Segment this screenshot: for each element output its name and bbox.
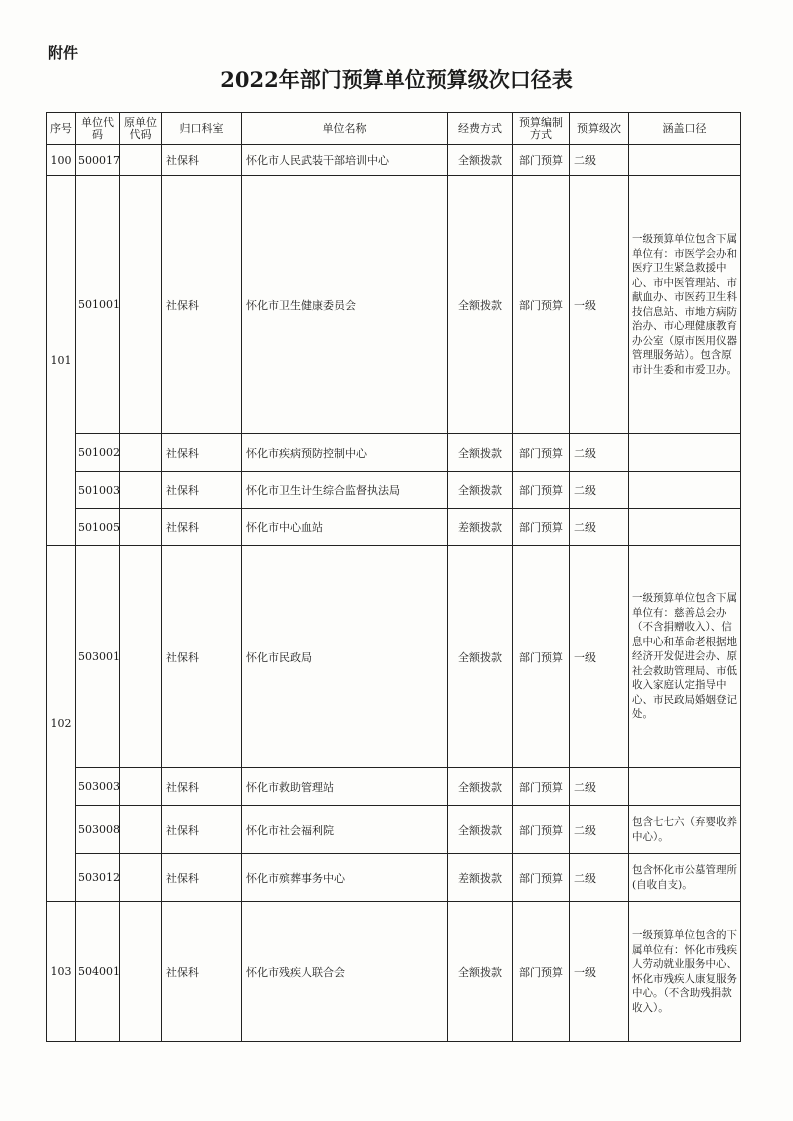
level-cell: 二级 [570, 472, 629, 509]
code-cell: 503001 [76, 546, 120, 768]
scope-cell: 一级预算单位包含下属单位有：慈善总会办（不含捐赠收入）、信息中心和革命老根据地经济开发促进会办、原社会救助管理局、市低收入家庭认定指导中心、市民政局婚姻登记处。 [629, 546, 741, 768]
table-row [47, 546, 741, 768]
method-cell: 部门预算 [513, 806, 570, 854]
dept-cell: 社保科 [162, 806, 242, 854]
scope-cell [629, 434, 741, 472]
table-row [47, 806, 741, 854]
level-cell: 一级 [570, 176, 629, 434]
dept-cell: 社保科 [162, 434, 242, 472]
old-code-cell [120, 806, 162, 854]
old-code-cell [120, 176, 162, 434]
attachment-label: 附件 [48, 44, 79, 62]
method-cell: 部门预算 [513, 546, 570, 768]
scope-cell [629, 509, 741, 546]
seq-cell: 103 [47, 902, 76, 1042]
code-cell: 501002 [76, 434, 120, 472]
col-name: 单位名称 [242, 113, 448, 145]
col-funding: 经费方式 [448, 113, 513, 145]
code-cell: 503003 [76, 768, 120, 806]
table-row [47, 176, 741, 434]
scope-cell [629, 472, 741, 509]
scope-cell: 包含七七六（弃婴收养中心）。 [629, 806, 741, 854]
funding-cell: 差额拨款 [448, 854, 513, 902]
level-cell: 二级 [570, 509, 629, 546]
method-cell: 部门预算 [513, 509, 570, 546]
code-cell: 503008 [76, 806, 120, 854]
table-row [47, 509, 741, 546]
code-cell: 501001 [76, 176, 120, 434]
code-cell: 504001 [76, 902, 120, 1042]
col-code: 单位代码 [76, 113, 120, 145]
level-cell: 二级 [570, 145, 629, 176]
level-cell: 二级 [570, 768, 629, 806]
method-cell: 部门预算 [513, 145, 570, 176]
method-cell: 部门预算 [513, 902, 570, 1042]
old-code-cell [120, 509, 162, 546]
col-scope: 涵盖口径 [629, 113, 741, 145]
scope-cell: 包含怀化市公墓管理所(自收自支)。 [629, 854, 741, 902]
col-method: 预算编制方式 [513, 113, 570, 145]
method-cell: 部门预算 [513, 768, 570, 806]
document-title: 2022年部门预算单位预算级次口径表 [220, 67, 573, 92]
level-cell: 二级 [570, 854, 629, 902]
code-cell: 501005 [76, 509, 120, 546]
dept-cell: 社保科 [162, 902, 242, 1042]
old-code-cell [120, 434, 162, 472]
table-row [47, 854, 741, 902]
table-row [47, 472, 741, 509]
col-level: 预算级次 [570, 113, 629, 145]
code-cell: 501003 [76, 472, 120, 509]
funding-cell: 差额拨款 [448, 509, 513, 546]
old-code-cell [120, 854, 162, 902]
method-cell: 部门预算 [513, 176, 570, 434]
method-cell: 部门预算 [513, 434, 570, 472]
method-cell: 部门预算 [513, 472, 570, 509]
name-cell: 怀化市民政局 [242, 546, 448, 768]
table-row [47, 434, 741, 472]
budget-level-table [46, 112, 741, 1042]
dept-cell: 社保科 [162, 145, 242, 176]
dept-cell: 社保科 [162, 768, 242, 806]
funding-cell: 全额拨款 [448, 176, 513, 434]
funding-cell: 全额拨款 [448, 768, 513, 806]
dept-cell: 社保科 [162, 546, 242, 768]
code-cell: 500017 [76, 145, 120, 176]
col-dept: 归口科室 [162, 113, 242, 145]
level-cell: 二级 [570, 434, 629, 472]
old-code-cell [120, 546, 162, 768]
scope-cell: 一级预算单位包含下属单位有：市医学会办和医疗卫生紧急救援中心、市中医管理站、市献血办、市医药卫生科技信息站、市地方病防治办、市心理健康教育办公室（原市医用仪器管理服务站）。包含原市计生委和市爱卫办。 [629, 176, 741, 434]
old-code-cell [120, 145, 162, 176]
name-cell: 怀化市殡葬事务中心 [242, 854, 448, 902]
funding-cell: 全额拨款 [448, 434, 513, 472]
old-code-cell [120, 768, 162, 806]
level-cell: 一级 [570, 546, 629, 768]
dept-cell: 社保科 [162, 176, 242, 434]
seq-cell: 101 [47, 176, 76, 546]
name-cell: 怀化市救助管理站 [242, 768, 448, 806]
code-cell: 503012 [76, 854, 120, 902]
table-row [47, 902, 741, 1042]
scope-cell: 一级预算单位包含的下属单位有：怀化市残疾人劳动就业服务中心、怀化市残疾人康复服务中心。（不含助残捐款收入）。 [629, 902, 741, 1042]
level-cell: 一级 [570, 902, 629, 1042]
table-header-row [47, 113, 741, 145]
name-cell: 怀化市残疾人联合会 [242, 902, 448, 1042]
old-code-cell [120, 902, 162, 1042]
seq-cell: 102 [47, 546, 76, 902]
col-seq: 序号 [47, 113, 76, 145]
name-cell: 怀化市疾病预防控制中心 [242, 434, 448, 472]
method-cell: 部门预算 [513, 854, 570, 902]
scope-cell [629, 768, 741, 806]
dept-cell: 社保科 [162, 509, 242, 546]
name-cell: 怀化市卫生计生综合监督执法局 [242, 472, 448, 509]
old-code-cell [120, 472, 162, 509]
name-cell: 怀化市人民武装干部培训中心 [242, 145, 448, 176]
name-cell: 怀化市中心血站 [242, 509, 448, 546]
dept-cell: 社保科 [162, 472, 242, 509]
funding-cell: 全额拨款 [448, 145, 513, 176]
col-old-code: 原单位代码 [120, 113, 162, 145]
dept-cell: 社保科 [162, 854, 242, 902]
scope-cell [629, 145, 741, 176]
level-cell: 二级 [570, 806, 629, 854]
table-row [47, 768, 741, 806]
funding-cell: 全额拨款 [448, 472, 513, 509]
funding-cell: 全额拨款 [448, 806, 513, 854]
funding-cell: 全额拨款 [448, 546, 513, 768]
seq-cell: 100 [47, 145, 76, 176]
funding-cell: 全额拨款 [448, 902, 513, 1042]
table-row [47, 145, 741, 176]
name-cell: 怀化市社会福利院 [242, 806, 448, 854]
name-cell: 怀化市卫生健康委员会 [242, 176, 448, 434]
